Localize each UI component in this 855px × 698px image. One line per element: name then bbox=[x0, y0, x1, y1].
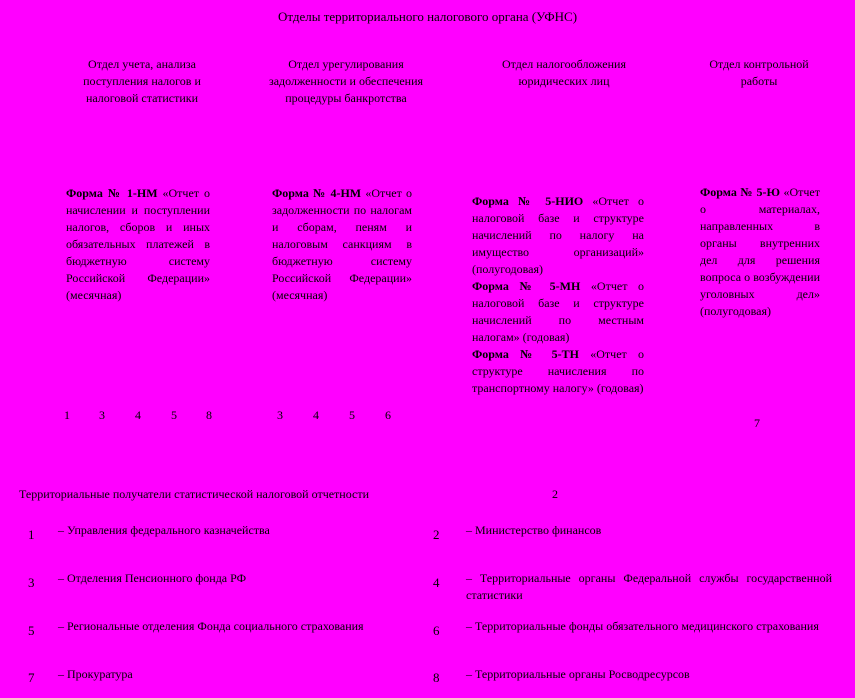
recipient-code: 5 bbox=[349, 408, 355, 422]
legend-num: 8 bbox=[433, 670, 440, 685]
form-description: «Отчет о налоговой базе и структуре начислений по налогу на имущество организаций» (полугодовая) bbox=[472, 194, 645, 276]
form-group-legal bbox=[472, 193, 644, 397]
legend-text: – Прокуратура bbox=[58, 667, 133, 681]
legend-num: 4 bbox=[433, 575, 440, 590]
legend-text: – Территориальные органы Федеральной службы государственной статистики bbox=[466, 571, 832, 602]
recipient-code: 1 bbox=[64, 408, 70, 422]
department-legal-entities: Отдел налогообложения юридических лиц bbox=[502, 57, 626, 88]
form-description: «Отчет о начислении и поступлении налогов, сборов и иных обязательных платежей в бюджетную систему Российской Федерации» (месячная) bbox=[66, 186, 211, 302]
legend-text: – Управления федерального казначейства bbox=[58, 523, 270, 537]
form-1-nm bbox=[66, 185, 210, 304]
form-name: Форма № 5-Ю bbox=[700, 185, 780, 199]
legend-num: 5 bbox=[28, 623, 35, 638]
recipient-code: 7 bbox=[754, 416, 760, 430]
legend-text: – Министерство финансов bbox=[466, 523, 602, 537]
form-description: «Отчет о задолженности по налогам и сборам, пеням и налоговым санкциям в бюджетную систему Российской Федерации» (месячная) bbox=[272, 186, 413, 302]
form-description: «Отчет о материалах, направленных в органы внутренних дел для решения вопроса о возбуждении уголовных дел» (полугодовая) bbox=[700, 185, 820, 318]
form-description: «Отчет о налоговой базе и структуре начислений по местным налогам» (годовая) bbox=[472, 279, 645, 344]
legend-num: 1 bbox=[28, 527, 35, 542]
form-5-tn bbox=[472, 346, 644, 397]
department-control: Отдел контрольной работы bbox=[709, 57, 809, 88]
form-name: Форма № 4-НМ bbox=[272, 186, 362, 200]
legend-text: – Территориальные фонды обязательного медицинского страхования bbox=[466, 619, 819, 633]
legend-text: – Территориальные органы Росводресурсов bbox=[466, 667, 690, 681]
diagram-title: Отделы территориального налогового органа (УФНС) bbox=[277, 9, 578, 24]
form-5-nio bbox=[472, 193, 644, 278]
legend-num: 2 bbox=[433, 527, 440, 542]
legend-num: 3 bbox=[28, 575, 35, 590]
recipient-code: 4 bbox=[313, 408, 319, 422]
recipients-title: Территориальные получатели статистической налоговой отчетности bbox=[19, 487, 370, 501]
form-name: Форма № 5-ТН bbox=[472, 347, 579, 361]
form-5-mn bbox=[472, 278, 644, 346]
recipient-code: 5 bbox=[171, 408, 177, 422]
legend-text: – Отделения Пенсионного фонда РФ bbox=[58, 571, 247, 585]
legend-num: 7 bbox=[28, 670, 35, 685]
form-description: «Отчет о структуре начисления по транспортному налогу» (годовая) bbox=[472, 347, 645, 395]
form-5-yu bbox=[700, 184, 820, 320]
form-4-nm bbox=[272, 185, 412, 304]
department-accounting: Отдел учета, анализа поступления налогов и налоговой статистики bbox=[83, 57, 201, 105]
form-name: Форма № 5-МН bbox=[472, 279, 581, 293]
recipient-code: 3 bbox=[99, 408, 105, 422]
legend-num: 6 bbox=[433, 623, 440, 638]
department-debt-settlement: Отдел урегулирования задолженности и обеспечения процедуры банкротства bbox=[268, 57, 424, 105]
recipient-code: 6 bbox=[385, 408, 391, 422]
recipient-code: 3 bbox=[277, 408, 283, 422]
recipients-title-code: 2 bbox=[552, 487, 558, 501]
recipient-code: 8 bbox=[206, 408, 212, 422]
form-name: Форма № 1-НМ bbox=[66, 186, 158, 200]
recipient-code: 4 bbox=[135, 408, 141, 422]
legend-text: – Региональные отделения Фонда социального страхования bbox=[58, 619, 364, 633]
form-name: Форма № 5-НИО bbox=[472, 194, 584, 208]
